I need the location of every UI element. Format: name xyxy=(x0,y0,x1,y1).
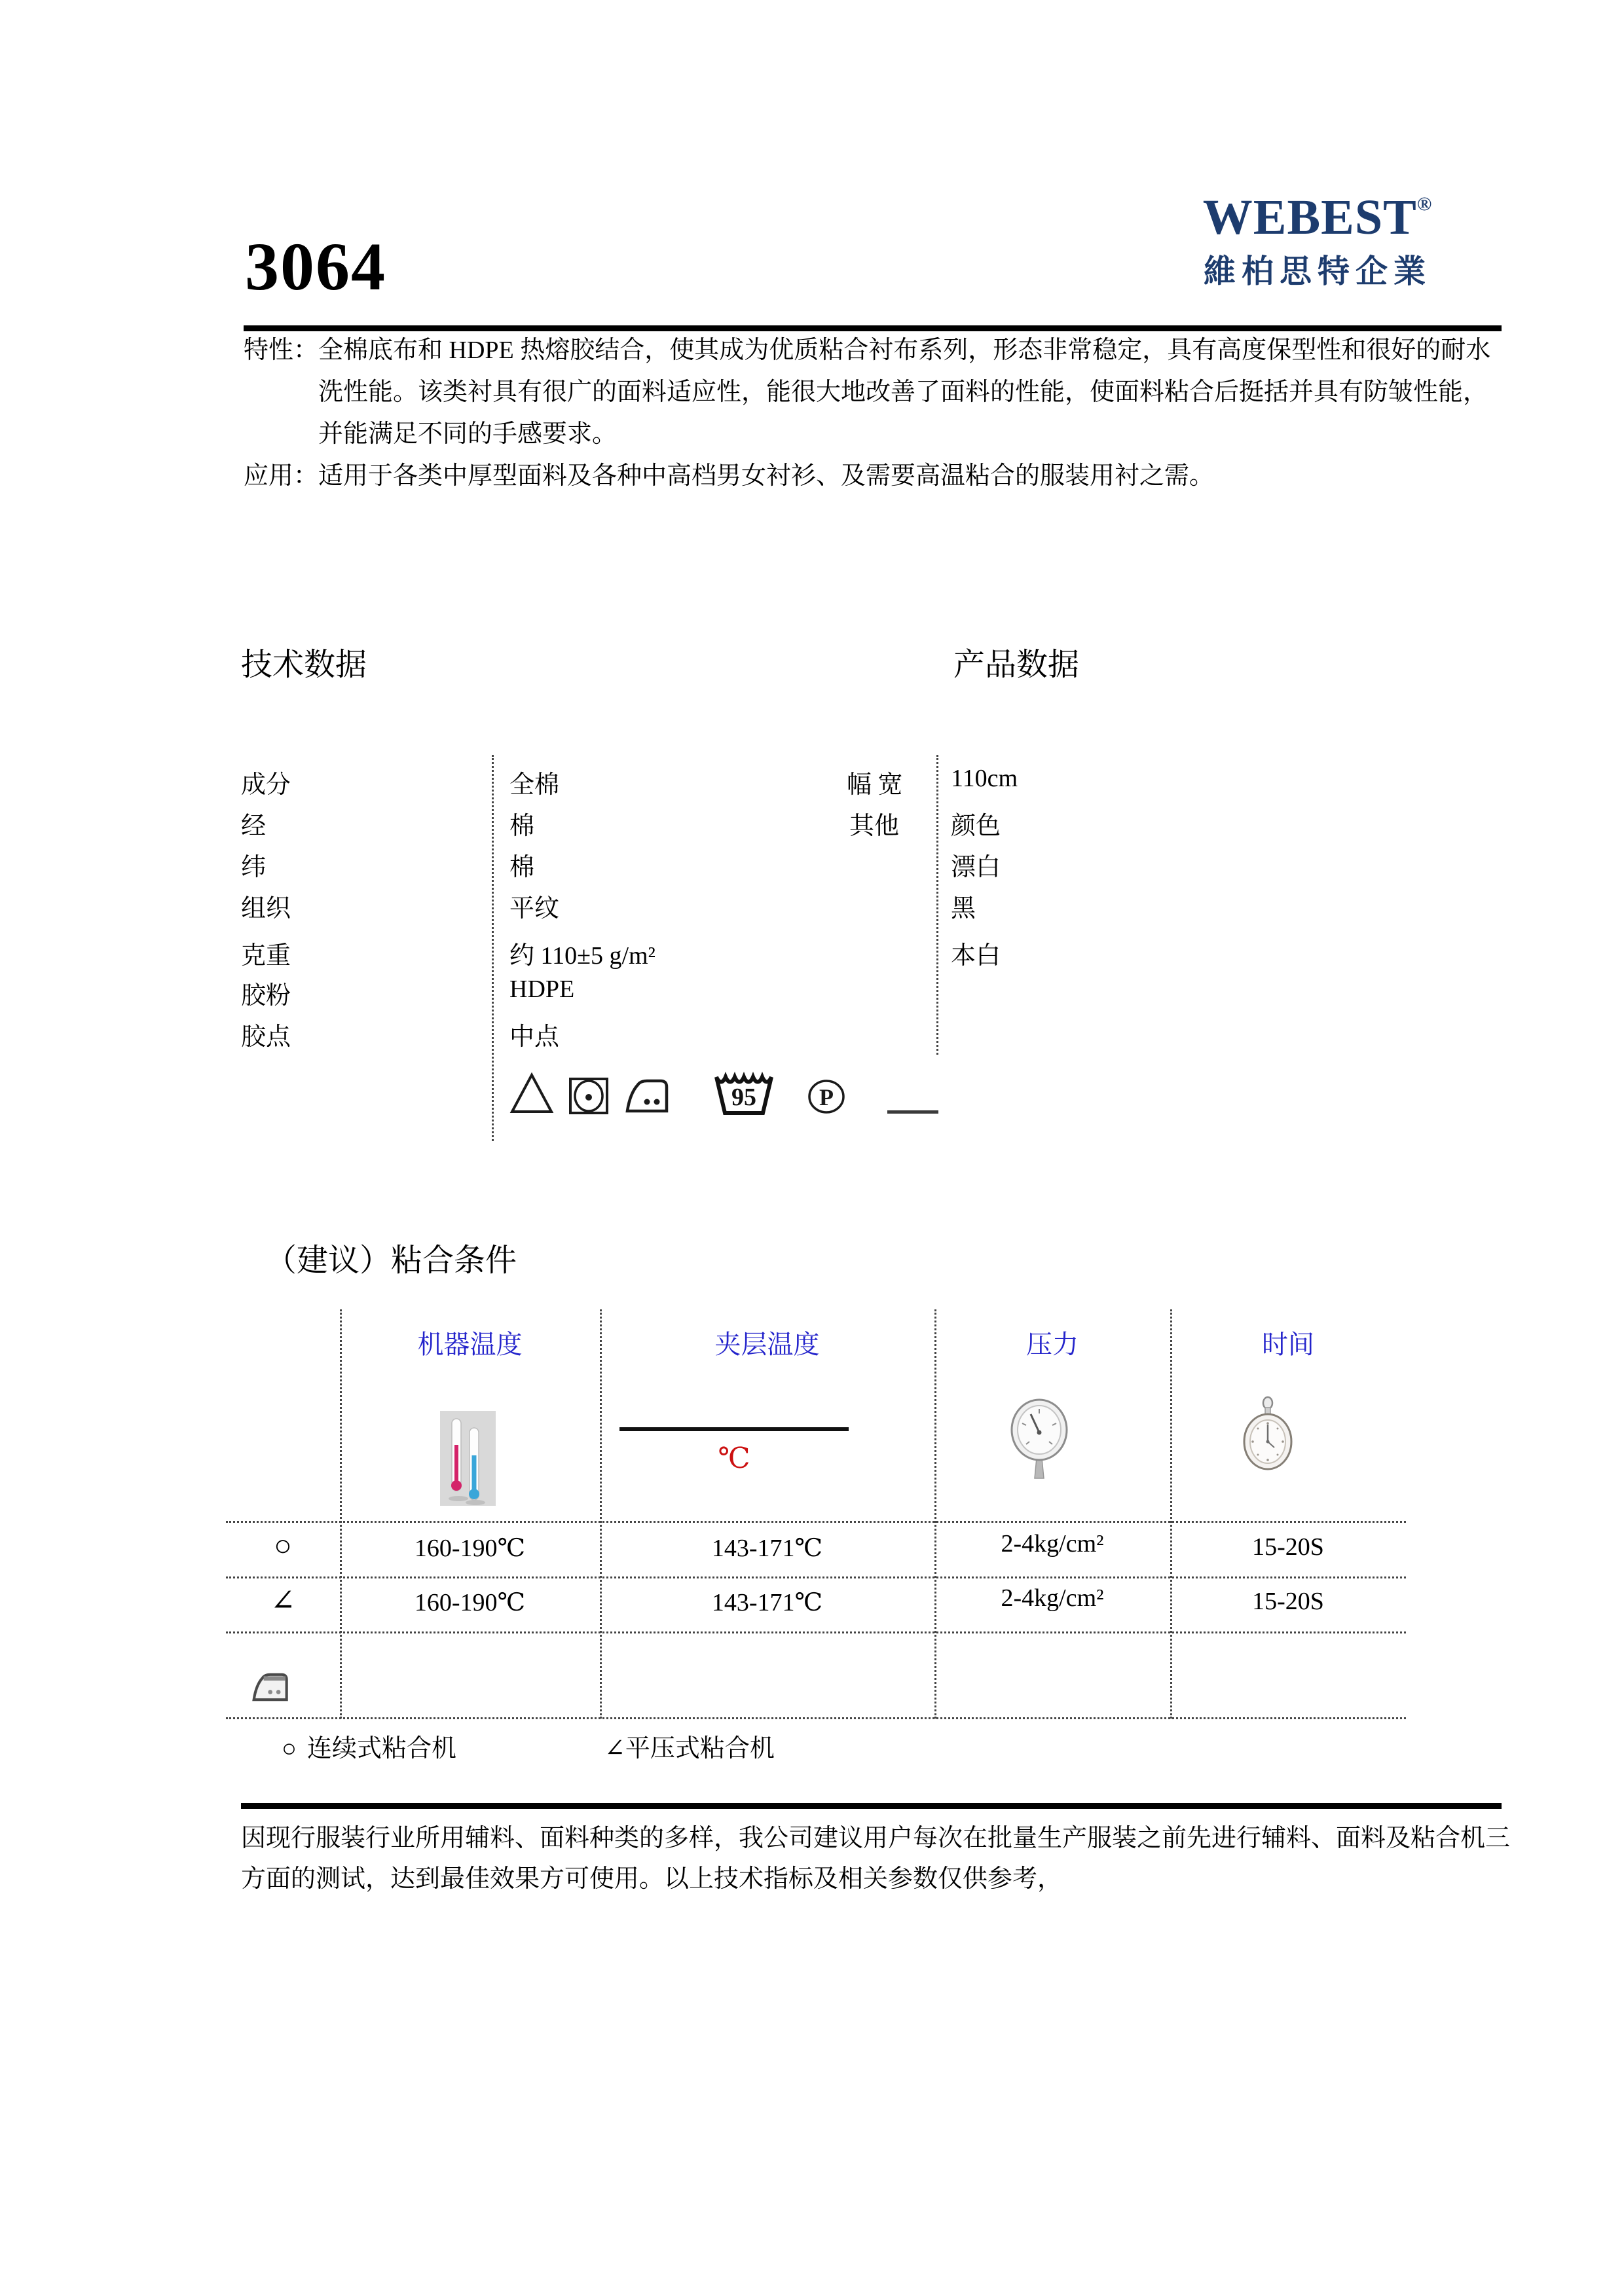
iron-icon xyxy=(622,1078,669,1114)
tech-row-label: 纬 xyxy=(241,854,267,881)
tech-table-divider xyxy=(492,755,494,1141)
product-row-label: 其他 xyxy=(849,812,900,840)
table-row-divider xyxy=(226,1521,1406,1523)
tumble-dry-icon xyxy=(569,1078,608,1114)
product-code: 3064 xyxy=(245,229,386,304)
tech-row-label: 克重 xyxy=(241,942,291,970)
features-line-2: 洗性能。该类衬具有很广的面料适应性，能很大地改善了面料的性能，使面料粘合后挺括并具有防皱性能， xyxy=(318,378,1488,406)
registered-trademark-symbol: ® xyxy=(1416,193,1433,215)
table-column-divider xyxy=(1170,1309,1172,1719)
logo-wordmark xyxy=(1192,190,1443,245)
features-line-3: 并能满足不同的手感要求。 xyxy=(318,420,618,448)
tech-row-value: 约 110±5 g/m² xyxy=(509,942,655,970)
time-value: 15-20S xyxy=(1252,1588,1324,1615)
time-value: 15-20S xyxy=(1252,1533,1324,1561)
bleach-triangle-icon xyxy=(509,1072,554,1114)
row-machine-type-symbol: ○ xyxy=(274,1529,292,1562)
column-header-time: 时间 xyxy=(1262,1330,1314,1359)
column-header-machine-temperature: 机器温度 xyxy=(417,1330,523,1359)
interlayer-temperature-value: 143-171℃ xyxy=(711,1589,823,1616)
bonding-conditions-table xyxy=(226,1309,1406,1719)
column-header-interlayer-temperature: 夹层温度 xyxy=(714,1330,820,1359)
footer-line-2: 方面的测试，达到最佳效果方可使用。以上技术指标及相关参数仅供参考， xyxy=(241,1865,1063,1893)
column-header-pressure: 压力 xyxy=(1026,1330,1079,1359)
interlayer-temperature-line xyxy=(619,1427,849,1431)
tech-row-value: 平纹 xyxy=(509,895,560,922)
company-logo xyxy=(1192,192,1443,292)
logo-chinese-name: 維柏思特企業 xyxy=(1203,253,1431,289)
flat-iron-icon xyxy=(249,1671,289,1704)
product-row-value: 黑 xyxy=(951,895,976,922)
tech-row-label: 胶点 xyxy=(241,1023,291,1051)
product-table-divider xyxy=(936,755,938,1055)
tech-row-value: HDPE xyxy=(509,975,575,1003)
dry-clean-letter: P xyxy=(819,1084,834,1110)
continuous-machine-label: 连续式粘合机 xyxy=(306,1735,456,1762)
legend-continuous-machine xyxy=(282,1728,456,1764)
dry-clean-p-icon xyxy=(807,1079,845,1114)
tech-row-value: 中点 xyxy=(509,1023,560,1051)
continuous-machine-symbol: ○ xyxy=(282,1735,297,1762)
table-row-divider xyxy=(226,1631,1406,1633)
table-column-divider xyxy=(934,1309,936,1719)
product-row-value: 本白 xyxy=(951,942,1001,970)
product-data-heading: 产品数据 xyxy=(953,647,1080,682)
logo-wordmark-text: WEBEST xyxy=(1202,190,1417,245)
tech-row-label: 经 xyxy=(241,812,267,840)
tech-row-value: 棉 xyxy=(509,812,535,840)
tech-row-value: 棉 xyxy=(509,854,535,881)
table-row-divider xyxy=(226,1576,1406,1578)
flat-press-machine-label: 平压式粘合机 xyxy=(625,1735,775,1762)
legend-flat-press-machine xyxy=(604,1728,775,1764)
celsius-label: ℃ xyxy=(718,1442,750,1474)
product-row-value: 110cm xyxy=(951,765,1018,792)
features-line-1: 特性：全棉底布和 HDPE 热熔胶结合，使其成为优质粘合衬布系列，形态非常稳定，具有高度保型性和很好的耐水 xyxy=(244,337,1491,364)
product-row-value: 颜色 xyxy=(951,812,1001,840)
footer-line-1: 因现行服装行业所用辅料、面料种类的多样，我公司建议用户每次在批量生产服装之前先进行辅料、面料及粘合机三 xyxy=(241,1825,1511,1852)
interlayer-temperature-value: 143-171℃ xyxy=(711,1535,823,1562)
table-row-divider xyxy=(226,1717,1406,1719)
permanent-press-underline-icon xyxy=(887,1110,938,1114)
product-row-value: 漂白 xyxy=(951,854,1001,881)
table-column-divider xyxy=(340,1309,342,1719)
pressure-value: 2-4kg/cm² xyxy=(1001,1530,1104,1558)
wash-temperature-text: 95 xyxy=(731,1084,756,1111)
wash-95-icon xyxy=(714,1071,774,1116)
application-line: 应用：适用于各类中厚型面料及各种中高档男女衬衫、及需要高温粘合的服装用衬之需。 xyxy=(244,462,1215,490)
tech-data-heading: 技术数据 xyxy=(241,647,367,682)
product-row-label: 幅 宽 xyxy=(847,771,903,799)
pressure-value: 2-4kg/cm² xyxy=(1001,1584,1104,1612)
tech-row-label: 成分 xyxy=(241,771,291,799)
flat-press-machine-symbol: ∠ xyxy=(604,1735,625,1762)
machine-temperature-thermometer-icon xyxy=(440,1411,496,1506)
machine-temperature-value: 160-190℃ xyxy=(414,1589,526,1616)
machine-temperature-value: 160-190℃ xyxy=(414,1535,526,1562)
footer-divider xyxy=(241,1803,1502,1809)
tech-row-label: 胶粉 xyxy=(241,982,291,1010)
table-column-divider xyxy=(600,1309,602,1719)
stopwatch-icon xyxy=(1238,1396,1297,1473)
pressure-gauge-icon xyxy=(1006,1396,1072,1484)
bonding-conditions-heading: （建议）粘合条件 xyxy=(265,1243,517,1278)
row-machine-type-symbol: ∠ xyxy=(270,1584,296,1617)
tech-row-value: 全棉 xyxy=(509,771,560,799)
tech-row-label: 组织 xyxy=(241,895,291,922)
header-divider xyxy=(244,325,1502,331)
